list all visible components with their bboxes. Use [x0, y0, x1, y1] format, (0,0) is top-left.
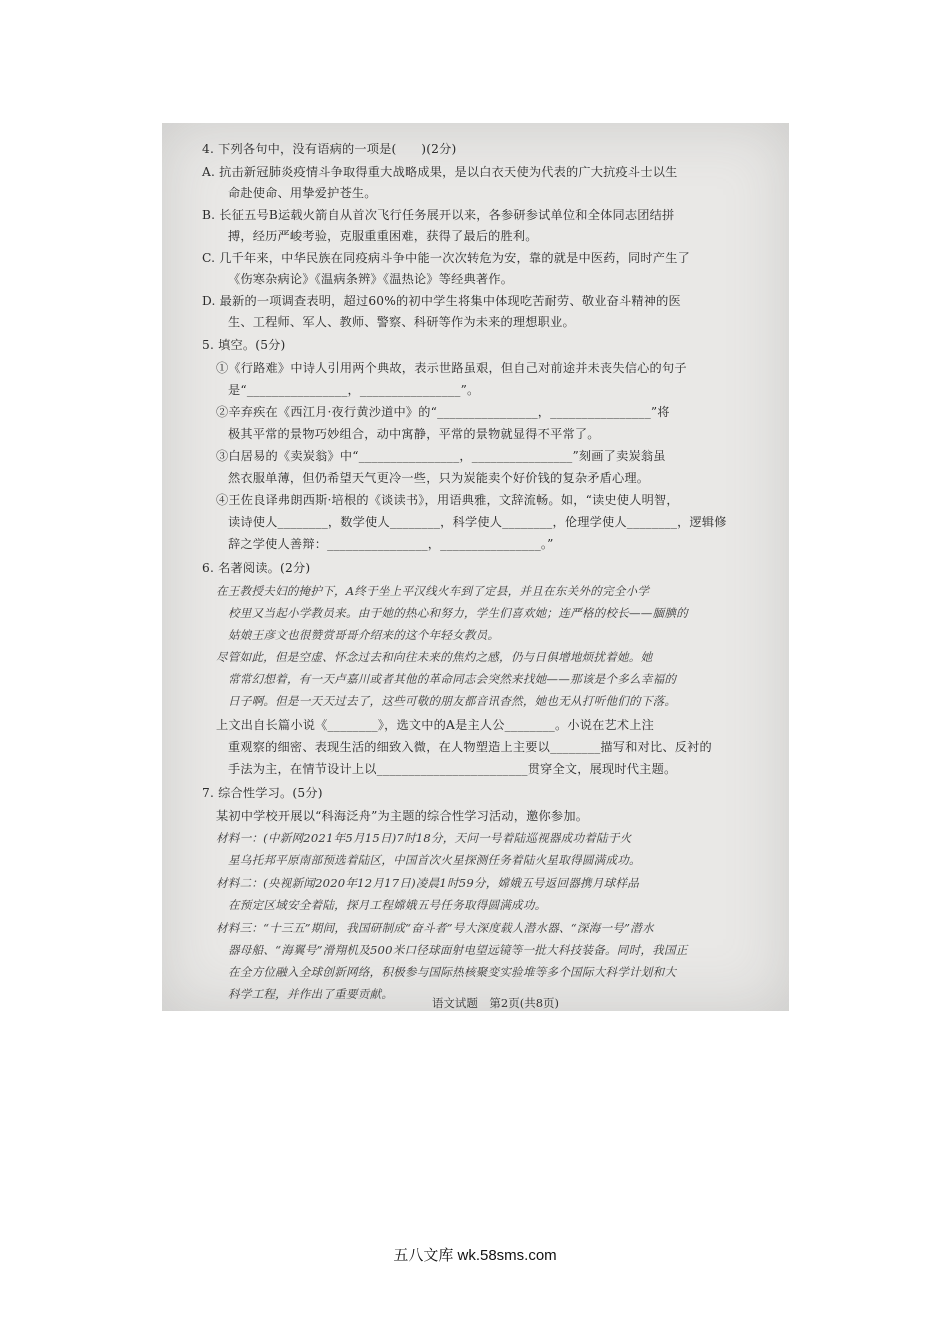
page-footer: 语文试题 第2页(共8页) — [431, 996, 560, 1010]
excerpt-line-3: 姑娘王彦文也很赞赏哥哥介绍来的这个年轻女教员。 — [228, 628, 500, 642]
option-d-line-1: D. 最新的一项调查表明，超过60%的初中学生将集中体现吃苦耐劳、敬业奋斗精神的医 — [202, 294, 681, 308]
option-c-line-2: 《伤寒杂病论》《温病条辨》《温热论》等经典著作。 — [228, 272, 514, 286]
fill-blank-4-line-1: ④王佐良译弗朗西斯·培根的《谈读书》，用语典雅，文辞流畅。如，“读史使人明智， — [216, 493, 679, 507]
site-watermark: 五八文库 wk.58sms.com — [393, 1247, 557, 1264]
question-6-stem: 6. 名著阅读。(2分) — [202, 561, 311, 575]
excerpt-line-1: 在王教授夫妇的掩护下，A终于坐上平汉线火车到了定县，并且在东关外的完全小学 — [216, 584, 650, 598]
fill-blank-4-line-3: 辞之学使人善辩：________________，________________。” — [228, 537, 554, 551]
option-a-line-2: 命赴使命、用挚爱护苍生。 — [228, 186, 377, 200]
material-3-line-2: 器母船、“海翼号”滑翔机及500米口径球面射电望远镜等一批大科技装备。同时，我国正 — [228, 943, 688, 957]
fill-blank-3-line-2: 然衣服单薄，但仍希望天气更冷一些，只为炭能卖个好价钱的复杂矛盾心理。 — [228, 471, 650, 485]
activity-intro: 某初中学校开展以“科海泛舟”为主题的综合性学习活动，邀你参加。 — [216, 809, 589, 823]
fill-blank-3-line-1: ③白居易的《卖炭翁》中“________________，________________”刻画了卖炭翁虽 — [216, 449, 666, 463]
material-1-line-1: 材料一：(中新网2021年5月15日)7时18分，天问一号着陆巡视器成功着陆于火 — [216, 831, 632, 845]
question-6-prompt-line-3: 手法为主，在情节设计上以________________________贯穿全文，展现时代主题。 — [228, 762, 677, 776]
material-2-line-2: 在预定区域安全着陆，探月工程嫦娥五号任务取得圆满成功。 — [228, 898, 547, 912]
option-a-line-1: A. 抗击新冠肺炎疫情斗争取得重大战略成果，是以白衣天使为代表的广大抗疫斗士以生 — [202, 165, 678, 179]
excerpt-line-5: 常常幻想着，有一天卢嘉川或者其他的革命同志会突然来找她——那该是个多么幸福的 — [228, 672, 677, 686]
material-3-line-3: 在全方位融入全球创新网络，积极参与国际热核聚变实验堆等多个国际大科学计划和大 — [228, 965, 677, 979]
material-3-line-4: 科学工程，并作出了重要贡献。 — [228, 987, 394, 1001]
material-3-line-1: 材料三：“十三五”期间，我国研制成“奋斗者”号大深度载人潜水器、“深海一号”潜水 — [216, 921, 654, 935]
excerpt-line-6: 日子啊。但是一天天过去了，这些可敬的朋友都音讯杳然，她也无从打听他们的下落。 — [228, 694, 677, 708]
fill-blank-2-line-2: 极其平常的景物巧妙组合，动中寓静，平常的景物就显得不平常了。 — [228, 427, 600, 441]
question-6-prompt-line-1: 上文出自长篇小说《________》，选文中的A是主人公________。小说在艺术上注 — [216, 718, 655, 732]
material-1-line-2: 星乌托邦平原南部预选着陆区，中国首次火星探测任务着陆火星取得圆满成功。 — [228, 853, 641, 867]
fill-blank-4-line-2: 读诗使人________，数学使人________，科学使人________，伦理学使人________，逻辑修 — [228, 515, 727, 529]
excerpt-line-4: 尽管如此，但是空虚、怀念过去和向往未来的焦灼之感，仍与日俱增地烦扰着她。她 — [216, 650, 653, 664]
option-d-line-2: 生、工程师、军人、教师、警察、科研等作为未来的理想职业。 — [228, 315, 575, 329]
question-7-stem: 7. 综合性学习。(5分) — [202, 786, 323, 800]
fill-blank-1-line-2: 是“________________，________________”。 — [228, 383, 480, 397]
excerpt-line-2: 校里又当起小学教员来。由于她的热心和努力，学生们喜欢她；连严格的校长——腼腆的 — [228, 606, 688, 620]
option-b-line-1: B. 长征五号B运载火箭自从首次飞行任务展开以来，各参研参试单位和全体同志团结拼 — [202, 208, 675, 222]
option-c-line-1: C. 几千年来，中华民族在同疫病斗争中能一次次转危为安，靠的就是中医药，同时产生了 — [202, 251, 690, 265]
fill-blank-1-line-1: ①《行路难》中诗人引用两个典故，表示世路虽艰，但自己对前途并未丧失信心的句子 — [216, 361, 687, 375]
option-b-line-2: 搏，经历严峻考验，克服重重困难，获得了最后的胜利。 — [228, 229, 538, 243]
question-6-prompt-line-2: 重观察的细密、表现生活的细致入微，在人物塑造上主要以________描写和对比、反衬的 — [228, 740, 712, 754]
fill-blank-2-line-1: ②辛弃疾在《西江月·夜行黄沙道中》的“________________，________________”将 — [216, 405, 670, 419]
scanned-exam-page — [162, 123, 789, 1011]
material-2-line-1: 材料二：(央视新闻2020年12月17日)凌晨1时59分，嫦娥五号返回器携月球样品 — [216, 876, 640, 890]
question-5-stem: 5. 填空。(5分) — [202, 338, 286, 352]
question-4-stem: 4. 下列各句中，没有语病的一项是( )(2分) — [202, 142, 457, 156]
